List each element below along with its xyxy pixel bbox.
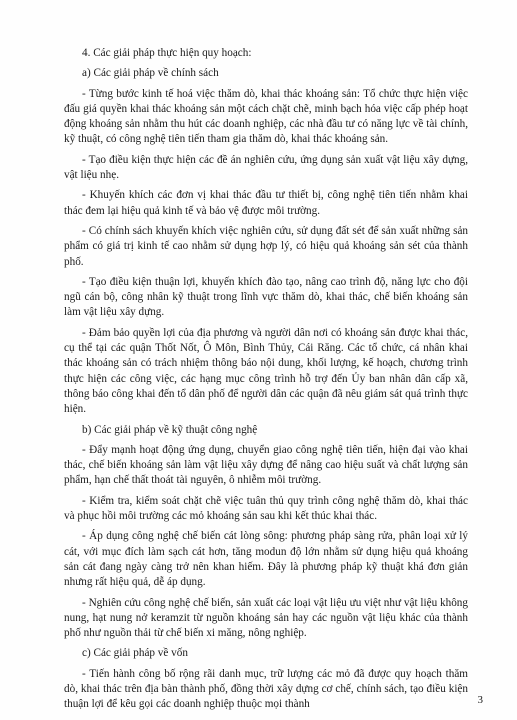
paragraph: - Đẩy mạnh hoạt động ứng dụng, chuyển giao công nghệ tiên tiến, hiện đại vào khai thác, chế biến khoáng sản làm vật liệu xây dựng để nâng cao hiệu suất và chất lượng sản phẩm, hạn chế thất thoát tài nguyên, ô nhiễm môi trường. bbox=[64, 443, 468, 487]
paragraph: - Từng bước kinh tế hoá việc thăm dò, khai thác khoáng sản: Tổ chức thực hiện việc đấu giá quyền khai thác khoáng sản một cách chặt chẽ, minh bạch hóa việc cấp phép hoạt động khoáng sản nhằm thu hút các doanh nghiệp, các nhà đầu tư có năng lực về tài chính, kỹ thuật, có công nghệ tiên tiến tham gia thăm dò, khai thác khoáng sản. bbox=[64, 87, 468, 146]
paragraph: - Tạo điều kiện thuận lợi, khuyến khích đào tạo, nâng cao trình độ, năng lực cho đội ngũ cán bộ, công nhân kỹ thuật trong lĩnh vực thăm dò, khai thác, chế biến khoáng sản làm vật liệu xây dựng. bbox=[64, 275, 468, 319]
document-body bbox=[64, 46, 468, 718]
section-a-title: a) Các giải pháp về chính sách bbox=[82, 67, 219, 80]
paragraph: - Kiểm tra, kiểm soát chặt chẽ việc tuân thủ quy trình công nghệ thăm dò, khai thác và phục hồi môi trường các mỏ khoáng sản sau khi kết thúc khai thác. bbox=[64, 494, 468, 523]
section-heading: 4. Các giải pháp thực hiện quy hoạch: bbox=[82, 47, 252, 59]
paragraph: - Áp dụng công nghệ chế biến cát lòng sông: phương pháp sàng rửa, phân loại xử lý cát, với mục đích làm sạch cát hơn, tăng modun độ lớn nhằm sử dụng hiệu quả khoáng sản cát đang ngày càng trở nên khan hiếm. Đây là phương pháp kỹ thuật khá đơn giản nhưng rất hiệu quả, dễ áp dụng. bbox=[64, 530, 468, 589]
section-b-title: b) Các giải pháp về kỹ thuật công nghệ bbox=[82, 423, 258, 436]
paragraph: - Đảm bảo quyền lợi của địa phương và người dân nơi có khoáng sản được khai thác, cụ thể tại các quận Thốt Nốt, Ô Môn, Bình Thủy, Cái Răng. Các tổ chức, cá nhân khai thác khoáng sản có trách nhiệm thông báo nội dung, khối lượng, kế hoạch, chương trình thực hiện các công việc, các hạng mục công trình hỗ trợ đến Ủy ban nhân dân cấp xã, thông báo công khai đến tổ dân phố để người dân các quận đã nêu giám sát quá trình thực hiện. bbox=[64, 326, 468, 416]
section-c-title: c) Các giải pháp về vốn bbox=[82, 647, 188, 660]
paragraph: - Khuyến khích các đơn vị khai thác đầu tư thiết bị, công nghệ tiên tiến nhằm khai thác đem lại hiệu quả kinh tế và bảo vệ được môi trường. bbox=[64, 189, 468, 217]
paragraph: - Tạo điều kiện thực hiện các đề án nghiên cứu, ứng dụng sản xuất vật liệu xây dựng, vật liệu nhẹ. bbox=[64, 153, 468, 182]
page-number: 3 bbox=[477, 694, 483, 706]
paragraph: - Tiến hành công bố rộng rãi danh mục, trữ lượng các mỏ đã được quy hoạch thăm dò, khai thác trên địa bàn thành phố, đồng thời xây dựng cơ chế, chính sách, tạo điều kiện thuận lợi để kêu gọi các doanh nghiệp thuộc mọi thành bbox=[64, 667, 468, 711]
paragraph: - Nghiên cứu công nghệ chế biến, sản xuất các loại vật liệu ưu việt như vật liệu không nung, hạt nung nở keramzit từ nguồn khoáng sản hay các nguồn vật liệu khác của thành phố như nguồn thải từ chế biến xi măng, nông nghiệp. bbox=[64, 596, 468, 640]
paragraph: - Có chính sách khuyến khích việc nghiên cứu, sử dụng đất sét để sản xuất những sản phẩm có giá trị kinh tế cao nhằm sử dụng hợp lý, có hiệu quả khoáng sản sét của thành phố. bbox=[64, 224, 468, 268]
